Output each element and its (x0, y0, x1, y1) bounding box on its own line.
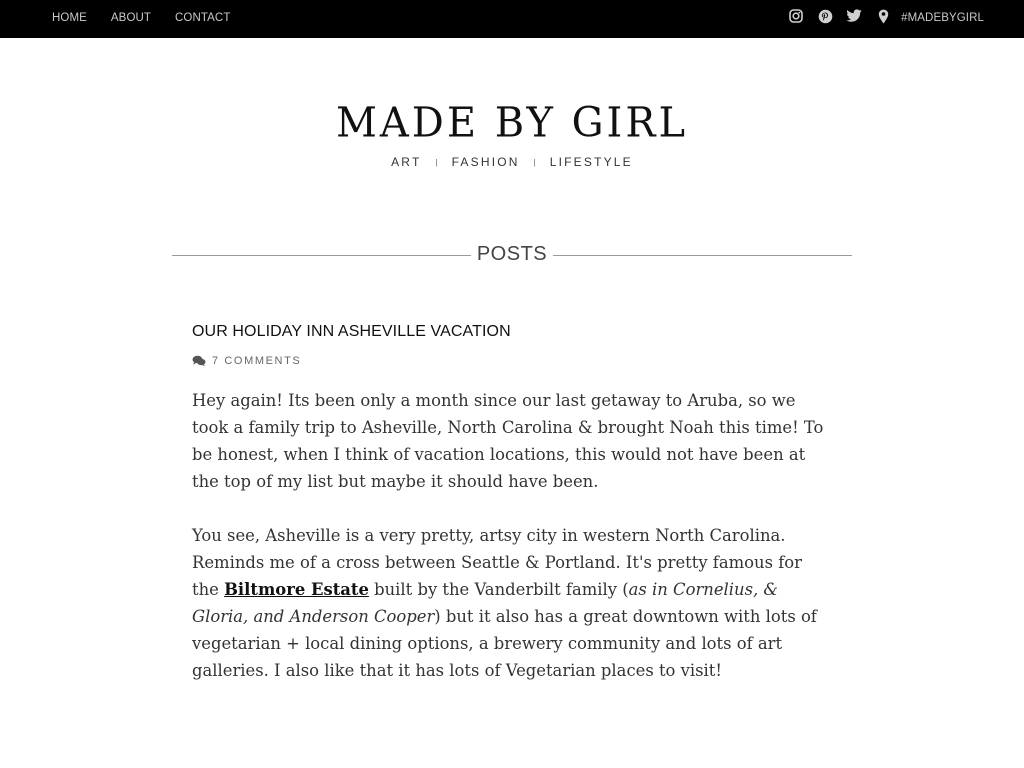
top-nav (52, 12, 254, 24)
nav-about-link[interactable]: ABOUT (110, 12, 152, 24)
hashtag-link[interactable]: #MADEBYGIRL (901, 12, 984, 24)
instagram-icon[interactable] (788, 8, 804, 24)
post-body (192, 387, 832, 684)
category-lifestyle-link[interactable]: LIFESTYLE (549, 155, 633, 169)
category-fashion-link[interactable]: FASHION (451, 155, 520, 169)
comments-link[interactable]: 7 COMMENTS (212, 355, 302, 367)
blog-post (192, 323, 832, 711)
posts-section-header (172, 243, 852, 267)
divider-line-right (553, 255, 852, 256)
social-icons (775, 8, 984, 24)
post-text: ) but it also has a great downtown with lots of vegetarian + local dining options, a brewery community and lots of art galleries. I also like that it has lots of Vegetarian places to visit! (192, 607, 817, 680)
post-meta (192, 355, 832, 367)
category-separator: | (435, 158, 438, 167)
nav-contact-link[interactable]: CONTACT (175, 12, 231, 24)
category-separator: | (533, 158, 536, 167)
post-text: built by the Vanderbilt family ( (368, 580, 629, 599)
post-text: You see, Asheville is a very pretty, artsy city in western North Carolina. Reminds me of a cross between Seattle & Portland. It's pretty famous for the (192, 526, 802, 599)
post-italic-text: as in Cornelius, & Gloria, and Anderson Cooper (192, 580, 779, 626)
category-art-link[interactable]: ART (391, 155, 422, 169)
biltmore-estate-link[interactable]: Biltmore Estate (224, 580, 369, 599)
map-pin-icon[interactable] (875, 8, 891, 24)
post-paragraph: Hey again! Its been only a month since our last getaway to Aruba, so we took a family trip to Asheville, North Carolina & brought Noah this time! To be honest, when I think of vacation locations, this would not have been at the top of my list but maybe it should have been. (192, 391, 824, 491)
top-bar (0, 0, 1024, 38)
category-nav (0, 155, 1024, 169)
nav-home-link[interactable]: HOME (52, 12, 87, 24)
section-title: POSTS (476, 243, 548, 265)
post-paragraph (192, 522, 832, 684)
comments-icon (192, 355, 206, 367)
site-logo[interactable]: MADE BY GIRL (335, 99, 689, 147)
twitter-icon[interactable] (846, 8, 862, 24)
pinterest-icon[interactable] (817, 8, 833, 24)
post-title[interactable]: OUR HOLIDAY INN ASHEVILLE VACATION (192, 323, 511, 340)
